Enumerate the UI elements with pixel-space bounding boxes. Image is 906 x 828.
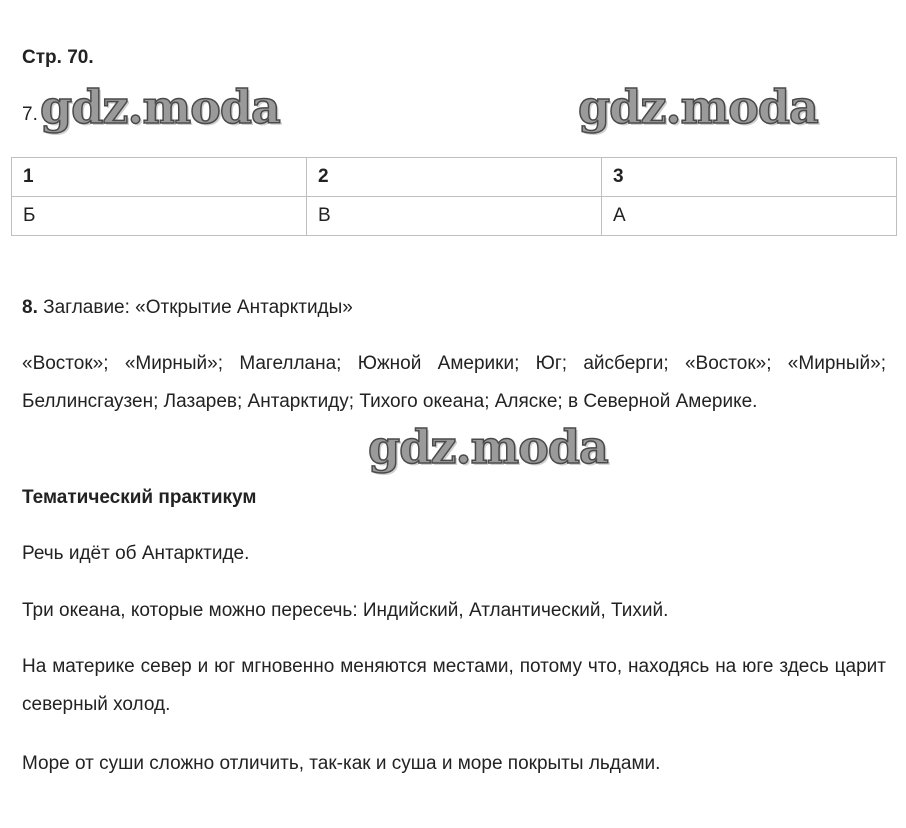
task7-number: 7.: [22, 104, 38, 125]
practicum-paragraph: На материке север и юг мгновенно меняются местами, потому что, находясь на юге здесь царит северный холод.: [22, 656, 886, 715]
table-header-cell: 3: [602, 158, 897, 197]
practicum-paragraph: Три океана, которые можно пересечь: Индийский, Атлантический, Тихий.: [22, 600, 669, 621]
task7-answer-table: [11, 157, 897, 236]
table-cell: Б: [12, 197, 307, 236]
table-header-cell: 1: [12, 158, 307, 197]
table-row: [12, 197, 897, 236]
practicum-paragraph: Речь идёт об Антарктиде.: [22, 543, 250, 564]
watermark-logo: gdz.moda: [578, 80, 818, 134]
watermark-logo: gdz.moda: [40, 80, 280, 134]
practicum-paragraph: Море от суши сложно отличить, так-как и суша и море покрыты льдами.: [22, 753, 661, 774]
task8-number: 8.: [22, 297, 38, 318]
task8-title: [22, 297, 353, 319]
task8-title-text: Заглавие: «Открытие Антарктиды»: [37, 297, 353, 318]
practicum-heading: Тематический практикум: [22, 487, 257, 508]
page-heading: Стр. 70.: [22, 47, 94, 68]
watermark-logo: gdz.moda: [368, 420, 608, 474]
table-header-cell: 2: [307, 158, 602, 197]
task8-answers: «Восток»; «Мирный»; Магеллана; Южной Америки; Юг; айсберги; «Восток»; «Мирный»; Беллинсгаузен; Лазарев; Антарктиду; Тихого океана; Аляске; в Северной Америке.: [22, 353, 886, 412]
table-cell: А: [602, 197, 897, 236]
table-cell: В: [307, 197, 602, 236]
table-header-row: [12, 158, 897, 197]
